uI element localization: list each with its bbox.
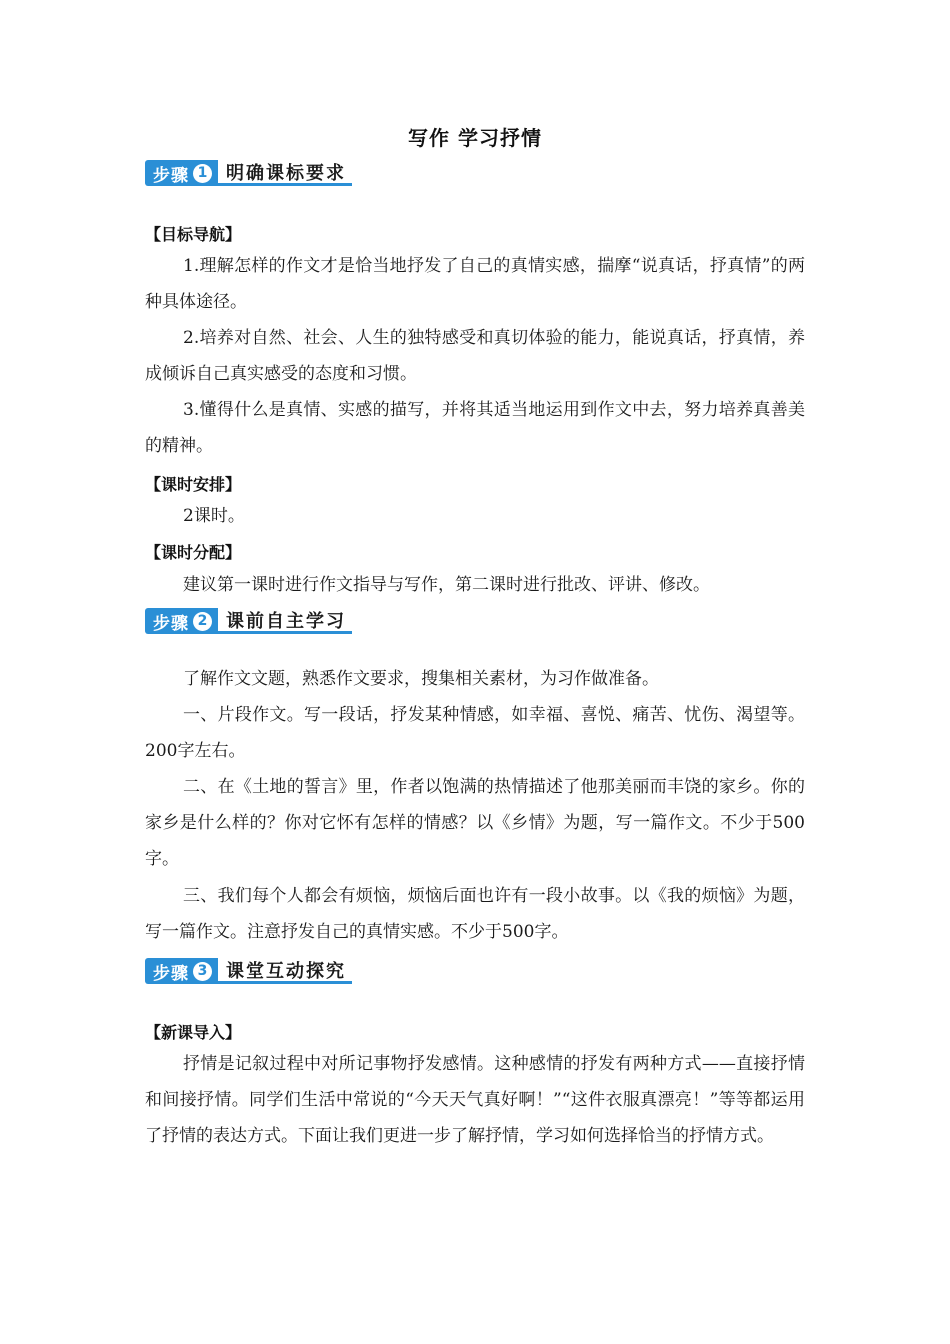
writing-task-1: 一、片段作文。写一段话，抒发某种情感，如幸福、喜悦、痛苦、忧伤、渴望等。200字左右。 — [145, 705, 805, 761]
step-badge — [145, 958, 218, 984]
goals-heading: 【目标导航】 — [145, 225, 242, 244]
goal-item-3: 3.懂得什么是真情、实感的描写，并将其适当地运用到作文中去，努力培养真善美的精神。 — [145, 400, 805, 456]
schedule-text: 2课时。 — [183, 506, 245, 526]
step-label: 明确课标要求 — [218, 160, 352, 186]
writing-task-2: 二、在《土地的誓言》里，作者以饱满的热情描述了他那美丽而丰饶的家乡。你的家乡是什么样的？你对它怀有怎样的情感？以《乡情》为题，写一篇作文。不少于500字。 — [145, 777, 805, 869]
step-3-banner — [145, 958, 352, 984]
allocation-heading: 【课时分配】 — [145, 543, 242, 562]
goal-item-1: 1.理解怎样的作文才是恰当地抒发了自己的真情实感，揣摩“说真话，抒真情”的两种具体途径。 — [145, 256, 805, 312]
allocation-text: 建议第一课时进行作文指导与写作，第二课时进行批改、评讲、修改。 — [183, 575, 710, 595]
writing-task-3: 三、我们每个人都会有烦恼，烦恼后面也许有一段小故事。以《我的烦恼》为题，写一篇作文。注意抒发自己的真情实感。不少于500字。 — [145, 886, 805, 942]
step-badge-text: 步骤 — [153, 165, 189, 186]
step-1-banner — [145, 160, 352, 186]
step-badge — [145, 608, 218, 634]
step-number-icon: 2 — [193, 612, 212, 631]
intro-heading-text: 【新课导入】 — [145, 1023, 242, 1042]
step-badge-text: 步骤 — [153, 963, 189, 984]
step-badge-text: 步骤 — [153, 613, 189, 634]
step-label: 课前自主学习 — [218, 608, 352, 634]
step-label: 课堂互动探究 — [218, 958, 352, 984]
step-2-banner — [145, 608, 352, 634]
goal-item-2: 2.培养对自然、社会、人生的独特感受和真切体验的能力，能说真话，抒真情，养成倾诉自己真实感受的态度和习惯。 — [145, 328, 805, 384]
schedule-heading: 【课时安排】 — [145, 475, 242, 494]
document-title: 写作 学习抒情 — [408, 126, 542, 150]
step-number-icon: 1 — [193, 164, 212, 183]
prep-intro: 了解作文文题，熟悉作文要求，搜集相关素材，为习作做准备。 — [183, 669, 659, 689]
step-badge — [145, 160, 218, 186]
intro-text: 抒情是记叙过程中对所记事物抒发感情。这种感情的抒发有两种方式——直接抒情和间接抒情。同学们生活中常说的“今天天气真好啊！”“这件衣服真漂亮！”等等都运用了抒情的表达方式。下面让我们更进一步了解抒情，学习如何选择恰当的抒情方式。 — [145, 1054, 805, 1146]
intro-heading — [145, 1020, 241, 1043]
step-number-icon: 3 — [193, 962, 212, 981]
